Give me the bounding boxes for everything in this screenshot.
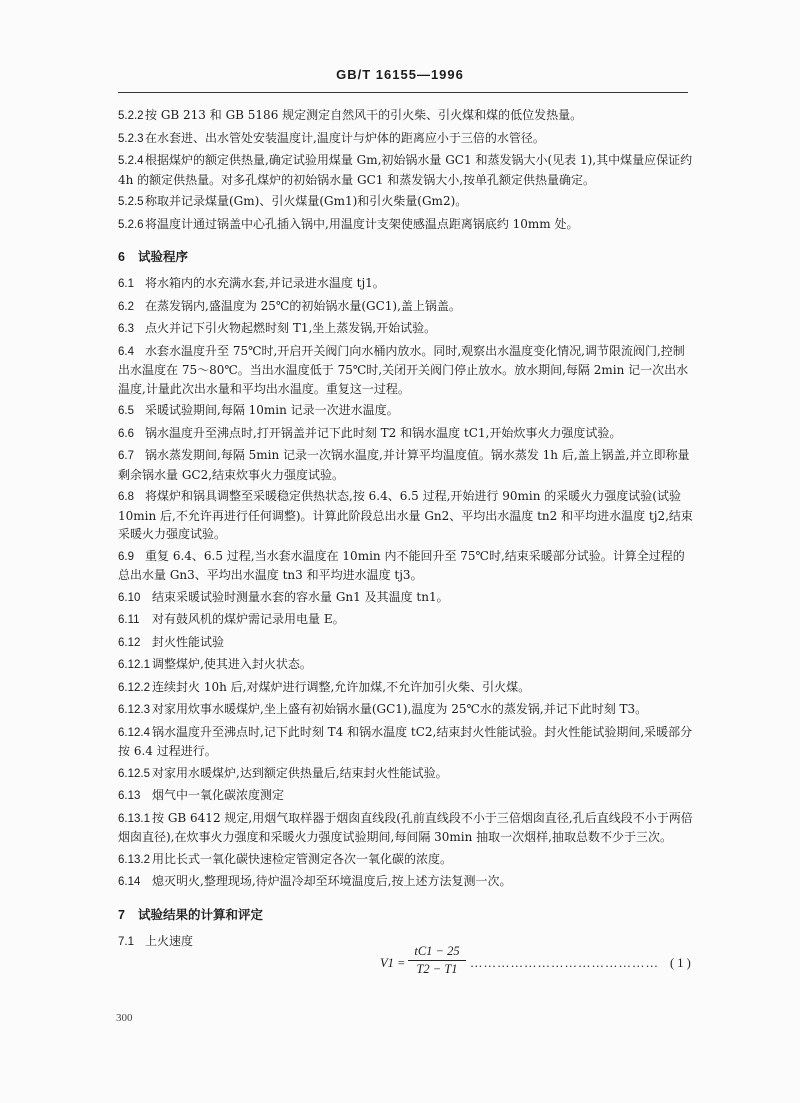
section-6-heading bbox=[118, 247, 693, 265]
section-title: 试验程序 bbox=[138, 250, 189, 264]
clause-text: 点火并记下引火物起燃时刻 T1,坐上蒸发锅,开始试验。 bbox=[145, 321, 437, 335]
section-title: 试验结果的计算和评定 bbox=[138, 907, 264, 922]
clause-6-12-5 bbox=[118, 764, 693, 784]
section-7-heading bbox=[118, 905, 693, 923]
clause-text: 锅水蒸发期间,每隔 5min 记录一次锅水温度,并计算平均温度值。锅水蒸发 1h 后,盖上锅盖,并立即称量剩余锅水量 GC2,结束炊事火力强度试验。 bbox=[118, 448, 690, 482]
clause-6-8 bbox=[118, 487, 693, 544]
clause-text: 连续封火 10h 后,对煤炉进行调整,允许加煤,不允许加引火柴、引火煤。 bbox=[152, 679, 531, 694]
clause-6-4 bbox=[118, 342, 693, 399]
section-number: 7 bbox=[118, 907, 125, 922]
clause-number: 5.2.5 bbox=[118, 196, 144, 208]
clause-number: 6.12.4 bbox=[118, 726, 150, 739]
clause-6-6 bbox=[118, 424, 693, 444]
clause-5-2-3 bbox=[118, 129, 693, 149]
clause-number: 5.2.6 bbox=[118, 218, 144, 231]
clause-number: 6.2 bbox=[118, 300, 134, 313]
clause-number: 6.11 bbox=[118, 614, 140, 626]
formula-denominator: T2 − T1 bbox=[416, 962, 458, 976]
clause-number: 5.2.3 bbox=[118, 132, 144, 145]
clause-number: 6.7 bbox=[118, 450, 134, 462]
document-body bbox=[118, 106, 693, 954]
clause-text: 将温度计通过锅盖中心孔插入锅中,用温度计支架使感温点距离锅底约 10mm 处。 bbox=[145, 216, 579, 231]
clause-text: 调整煤炉,使其进入封火状态。 bbox=[152, 657, 312, 671]
header-rule bbox=[118, 92, 688, 93]
clause-6-12-1 bbox=[118, 655, 693, 675]
page-number: 300 bbox=[116, 1012, 133, 1024]
leader-dots: …………………………………… bbox=[470, 956, 659, 970]
clause-6-3 bbox=[118, 319, 693, 339]
clause-6-7 bbox=[118, 446, 693, 484]
clause-6-13 bbox=[118, 786, 693, 806]
clause-5-2-2 bbox=[118, 106, 693, 126]
formula-lhs: V1 = bbox=[380, 956, 406, 970]
formula-fraction bbox=[408, 944, 466, 977]
clause-6-14 bbox=[118, 872, 693, 892]
clause-number: 6.5 bbox=[118, 405, 134, 417]
clause-number: 5.2.2 bbox=[118, 110, 144, 122]
clause-5-2-5 bbox=[118, 192, 693, 212]
clause-number: 6.13.1 bbox=[118, 812, 150, 825]
clause-number: 6.1 bbox=[118, 278, 134, 290]
clause-text: 在蒸发锅内,盛温度为 25℃的初始锅水量(GC1),盖上锅盖。 bbox=[145, 298, 461, 313]
clause-text: 熄灭明火,整理现场,待炉温冷却至环境温度后,按上述方法复测一次。 bbox=[152, 874, 512, 888]
clause-6-11 bbox=[118, 610, 693, 630]
clause-6-12-3 bbox=[118, 700, 693, 720]
section-number: 6 bbox=[118, 250, 125, 264]
clause-6-1 bbox=[118, 274, 693, 294]
clause-number: 6.12.3 bbox=[118, 704, 150, 716]
clause-text: 上火速度 bbox=[145, 933, 194, 948]
clause-number: 6.13 bbox=[118, 790, 141, 802]
clause-text: 对家用水暖煤炉,达到额定供热量后,结束封火性能试验。 bbox=[152, 765, 448, 780]
clause-text: 封火性能试验 bbox=[152, 634, 225, 649]
clause-text: 采暖试验期间,每隔 10min 记录一次进水温度。 bbox=[145, 403, 399, 417]
clause-text: 按 GB 6412 规定,用烟气取样器于烟囱直线段(孔前直线段不小于三倍烟囱直径,孔后直线段不小于两倍烟囱直径),在炊事火力强度和采暖火力强度试验期间,每间隔 30min 抽取一次烟样,抽取总数不少于三次。 bbox=[118, 810, 693, 844]
clause-number: 6.14 bbox=[118, 876, 141, 888]
clause-number: 6.12.5 bbox=[118, 767, 150, 780]
clause-6-12-4 bbox=[118, 723, 693, 761]
clause-text: 用比长式一氧化碳快速检定管测定各次一氧化碳的浓度。 bbox=[152, 851, 453, 866]
clause-text: 水套水温度升至 75℃时,开启开关阀门向水桶内放水。同时,观察出水温度变化情况,调节限流阀门,控制出水温度在 75～80℃。当出水温度低于 75℃时,关闭开关阀门停止放水。放水期间,每隔 2min 记一次出水温度,计量此次出水量和平均出水温度。重复这一过程。 bbox=[118, 343, 689, 396]
clause-text: 在水套进、出水管处安装温度计,温度计与炉体的距离应小于三倍的水管径。 bbox=[145, 130, 545, 145]
clause-number: 6.13.2 bbox=[118, 853, 150, 866]
clause-number: 6.10 bbox=[118, 591, 141, 604]
clause-text: 将煤炉和锅具调整至采暖稳定供热状态,按 6.4、6.5 过程,开始进行 90min 的采暖火力强度试验(试验 10min 后,不允许再进行任何调整)。计算此阶段总出水量 Gn2、平均出水温度 tn2 和平均进水温度 tj2,结束采暖火力强度试验。 bbox=[118, 489, 693, 541]
clause-text: 根据煤炉的额定供热量,确定试验用煤量 Gm,初始锅水量 GC1 和蒸发锅大小(见表 1),其中煤量应保证约 4h 的额定供热量。对多孔煤炉的初始锅水量 GC1 和蒸发锅大小,按单孔额定供热量确定。 bbox=[118, 153, 693, 187]
clause-6-9 bbox=[118, 547, 693, 585]
clause-text: 对家用炊事水暖煤炉,坐上盛有初始锅水量(GC1),温度为 25℃水的蒸发锅,并记下此时刻 T3。 bbox=[152, 702, 648, 716]
clause-text: 锅水温度升至沸点时,记下此时刻 T4 和锅水温度 tC2,结束封火性能试验。封火性能试验期间,采暖部分按 6.4 过程进行。 bbox=[118, 724, 693, 758]
clause-text: 将水箱内的水充满水套,并记录进水温度 tj1。 bbox=[145, 276, 385, 290]
clause-number: 6.12.2 bbox=[118, 681, 150, 694]
formula-numerator: tC1 − 25 bbox=[414, 944, 460, 958]
clause-6-2 bbox=[118, 297, 693, 317]
clause-6-12-2 bbox=[118, 678, 693, 698]
clause-text: 对有鼓风机的煤炉需记录用电量 E。 bbox=[152, 612, 345, 626]
clause-number: 6.12.1 bbox=[118, 659, 150, 671]
clause-text: 烟气中一氧化碳浓度测定 bbox=[152, 788, 285, 802]
clause-number: 6.3 bbox=[118, 323, 134, 335]
clause-number: 6.6 bbox=[118, 427, 134, 440]
clause-number: 6.9 bbox=[118, 550, 134, 563]
clause-number: 7.1 bbox=[118, 935, 134, 948]
clause-text: 称取并记录煤量(Gm)、引火煤量(Gm1)和引火柴量(Gm2)。 bbox=[145, 194, 468, 208]
clause-5-2-4 bbox=[118, 151, 693, 189]
clause-5-2-6 bbox=[118, 215, 693, 235]
clause-text: 结束采暖试验时测量水套的容水量 Gn1 及其温度 tn1。 bbox=[152, 589, 449, 604]
clause-6-13-2 bbox=[118, 850, 693, 870]
clause-text: 重复 6.4、6.5 过程,当水套水温度在 10min 内不能回升至 75℃时,结束采暖部分试验。计算全过程的总出水量 Gn3、平均出水温度 tn3 和平均进水温度 tj3。 bbox=[118, 548, 685, 582]
clause-text: 按 GB 213 和 GB 5186 规定测定自然风干的引火柴、引火煤和煤的低位发热量。 bbox=[145, 108, 583, 122]
clause-number: 6.4 bbox=[118, 345, 134, 358]
clause-6-13-1 bbox=[118, 809, 693, 847]
clause-number: 5.2.4 bbox=[118, 155, 144, 167]
clause-number: 6.8 bbox=[118, 491, 134, 503]
clause-text: 锅水温度升至沸点时,打开锅盖并记下此时刻 T2 和锅水温度 tC1,开始炊事火力强度试验。 bbox=[145, 425, 622, 440]
clause-number: 6.12 bbox=[118, 636, 141, 649]
clause-6-12 bbox=[118, 633, 693, 653]
formula-1 bbox=[380, 944, 710, 984]
clause-6-5 bbox=[118, 401, 693, 421]
equation-number: ( 1 ) bbox=[670, 956, 691, 970]
clause-6-10 bbox=[118, 588, 693, 608]
page-header: GB/T 16155—1996 bbox=[336, 67, 464, 82]
